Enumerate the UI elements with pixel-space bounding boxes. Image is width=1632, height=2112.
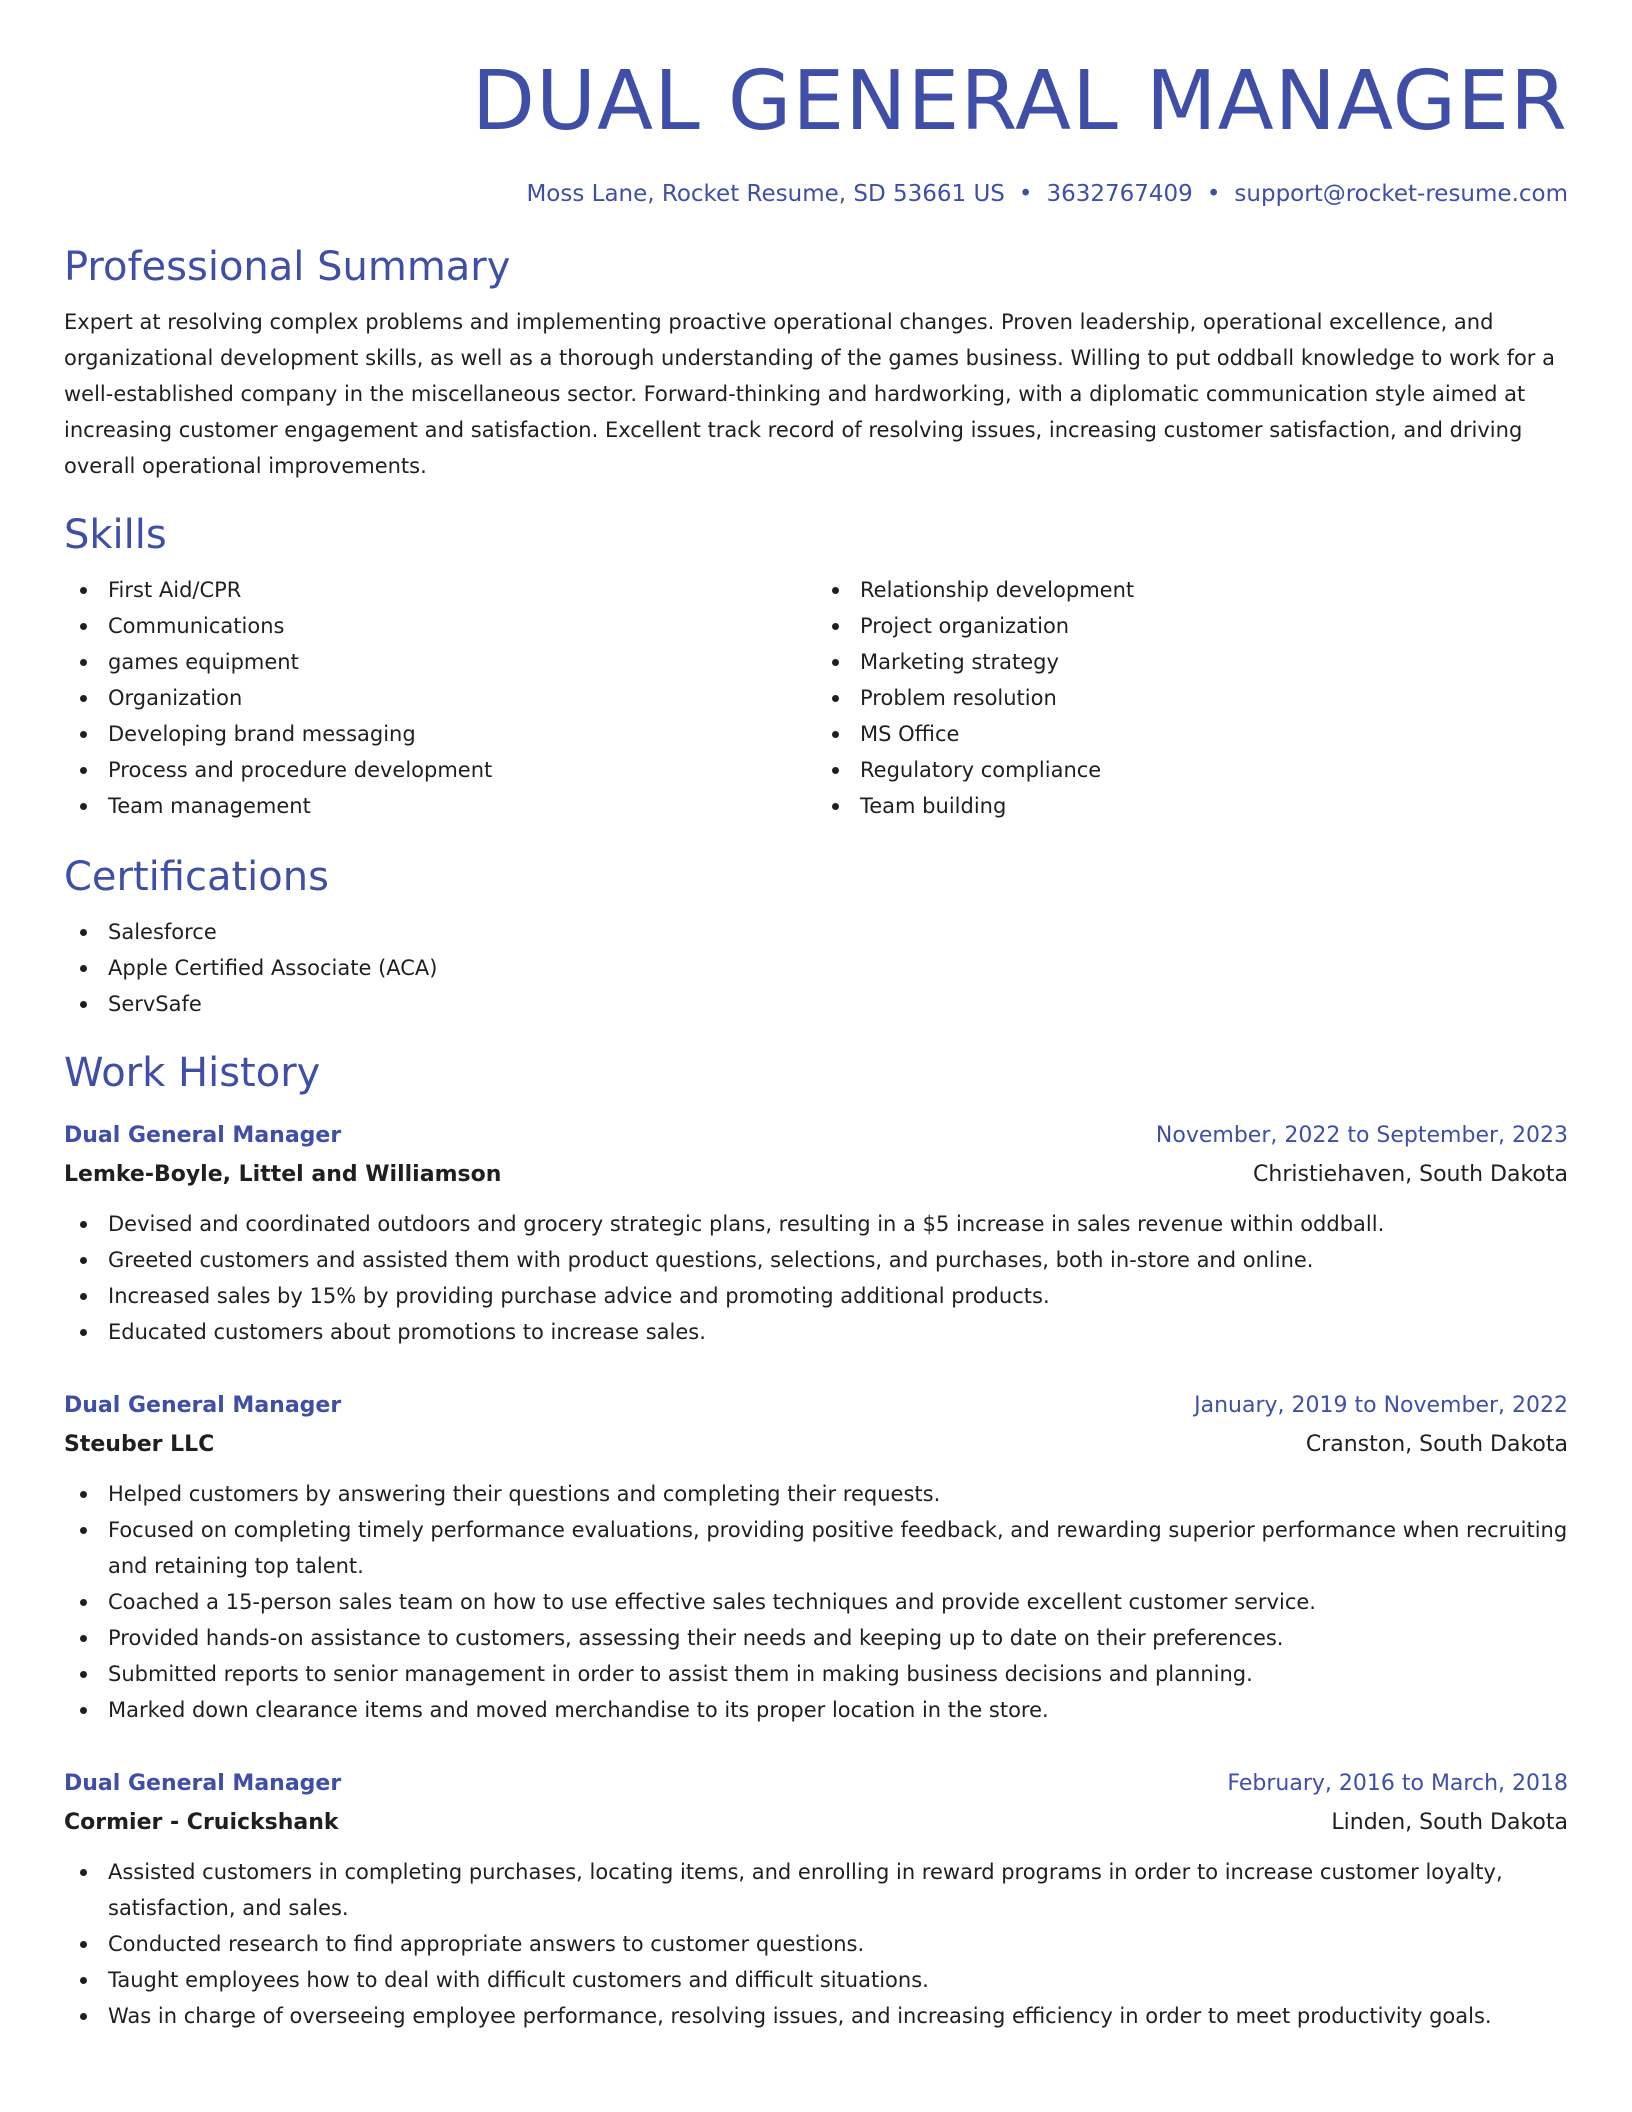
applicant-name: DUAL GENERAL MANAGER: [471, 54, 1568, 149]
job-header: [64, 1764, 1568, 1804]
job-bullet: Devised and coordinated outdoors and grocery strategic plans, resulting in a $5 increase in sales revenue within oddball.: [108, 1206, 1568, 1242]
certification-item: ServSafe: [108, 986, 1568, 1022]
summary-text: Expert at resolving complex problems and implementing proactive operational changes. Proven leadership, operational excellence, and organizational development skills, as well as a thorough understanding of the games business. Willing to put oddball knowledge to work for a well-established company in the miscellaneous sector. Forward-thinking and hardworking, with a diplomatic communication style aimed at increasing customer engagement and satisfaction. Excellent track record of resolving issues, increasing customer satisfaction, and driving overall operational improvements.: [64, 310, 1555, 478]
job-employer-row: [64, 1426, 1568, 1464]
job-entry: [64, 1764, 1568, 2034]
contact-separator: •: [1018, 181, 1033, 207]
job-bullet: Helped customers by answering their questions and completing their requests.: [108, 1476, 1568, 1512]
skill-item: Developing brand messaging: [108, 716, 816, 752]
work-history-heading: Work History: [64, 1050, 321, 1096]
job-title: Dual General Manager: [64, 1393, 342, 1418]
skill-item: Communications: [108, 608, 816, 644]
summary-heading: Professional Summary: [64, 244, 511, 290]
resume-page: [64, 52, 1568, 2034]
skills-column-left: [64, 572, 816, 824]
job-header: [64, 1116, 1568, 1156]
contact-address: Moss Lane, Rocket Resume, SD 53661 US: [526, 181, 1005, 207]
job-title: Dual General Manager: [64, 1771, 342, 1796]
skill-item: Problem resolution: [860, 680, 1568, 716]
job-bullet: Increased sales by 15% by providing purchase advice and promoting additional products.: [108, 1278, 1568, 1314]
job-dates: January, 2019 to November, 2022: [1194, 1393, 1568, 1418]
skill-item: MS Office: [860, 716, 1568, 752]
job-employer-row: [64, 1804, 1568, 1842]
certification-item: Salesforce: [108, 914, 1568, 950]
skills-column-right: [816, 572, 1568, 824]
job-company: Steuber LLC: [64, 1432, 215, 1457]
job-header: [64, 1386, 1568, 1426]
contact-phone: 3632767409: [1046, 181, 1193, 207]
skill-item: games equipment: [108, 644, 816, 680]
job-location: Cranston, South Dakota: [1305, 1432, 1568, 1457]
job-dates: February, 2016 to March, 2018: [1227, 1771, 1568, 1796]
contact-email: support@rocket-resume.com: [1234, 181, 1568, 207]
job-entry: [64, 1386, 1568, 1728]
job-bullet: Greeted customers and assisted them with product questions, selections, and purchases, both in-store and online.: [108, 1242, 1568, 1278]
job-location: Linden, South Dakota: [1331, 1810, 1568, 1835]
skill-item: Team management: [108, 788, 816, 824]
contact-line: [64, 178, 1568, 210]
job-bullet: Educated customers about promotions to increase sales.: [108, 1314, 1568, 1350]
job-bullet: Provided hands-on assistance to customers, assessing their needs and keeping up to date on their preferences.: [108, 1620, 1568, 1656]
job-bullet: Marked down clearance items and moved merchandise to its proper location in the store.: [108, 1692, 1568, 1728]
job-bullets: [64, 1206, 1568, 1350]
skill-item: Project organization: [860, 608, 1568, 644]
job-bullet: Was in charge of overseeing employee performance, resolving issues, and increasing efficiency in order to meet productivity goals.: [108, 1998, 1568, 2034]
job-bullet: Assisted customers in completing purchases, locating items, and enrolling in reward programs in order to increase customer loyalty, satisfaction, and sales.: [108, 1854, 1568, 1926]
job-dates: November, 2022 to September, 2023: [1155, 1123, 1568, 1148]
job-bullet: Coached a 15-person sales team on how to use effective sales techniques and provide excellent customer service.: [108, 1584, 1568, 1620]
certification-item: Apple Certified Associate (ACA): [108, 950, 1568, 986]
skills-list: [64, 572, 1568, 824]
skill-item: Organization: [108, 680, 816, 716]
skill-item: Marketing strategy: [860, 644, 1568, 680]
job-company: Cormier - Cruickshank: [64, 1810, 339, 1835]
skill-item: Regulatory compliance: [860, 752, 1568, 788]
certifications-list: [64, 914, 1568, 1022]
skills-heading: Skills: [64, 512, 167, 558]
job-employer-row: [64, 1156, 1568, 1194]
job-bullet: Submitted reports to senior management in order to assist them in making business decisions and planning.: [108, 1656, 1568, 1692]
skill-item: Process and procedure development: [108, 752, 816, 788]
job-bullets: [64, 1854, 1568, 2034]
skill-item: Relationship development: [860, 572, 1568, 608]
job-bullets: [64, 1476, 1568, 1728]
certifications-heading: Certifications: [64, 854, 329, 900]
job-company: Lemke-Boyle, Littel and Williamson: [64, 1162, 502, 1187]
job-bullet: Conducted research to find appropriate answers to customer questions.: [108, 1926, 1568, 1962]
job-title: Dual General Manager: [64, 1123, 342, 1148]
contact-separator: •: [1206, 181, 1221, 207]
job-bullet: Focused on completing timely performance evaluations, providing positive feedback, and rewarding superior performance when recruiting and retaining top talent.: [108, 1512, 1568, 1584]
skill-item: First Aid/CPR: [108, 572, 816, 608]
job-bullet: Taught employees how to deal with difficult customers and difficult situations.: [108, 1962, 1568, 1998]
skill-item: Team building: [860, 788, 1568, 824]
job-entry: [64, 1116, 1568, 1350]
job-location: Christiehaven, South Dakota: [1253, 1162, 1568, 1187]
